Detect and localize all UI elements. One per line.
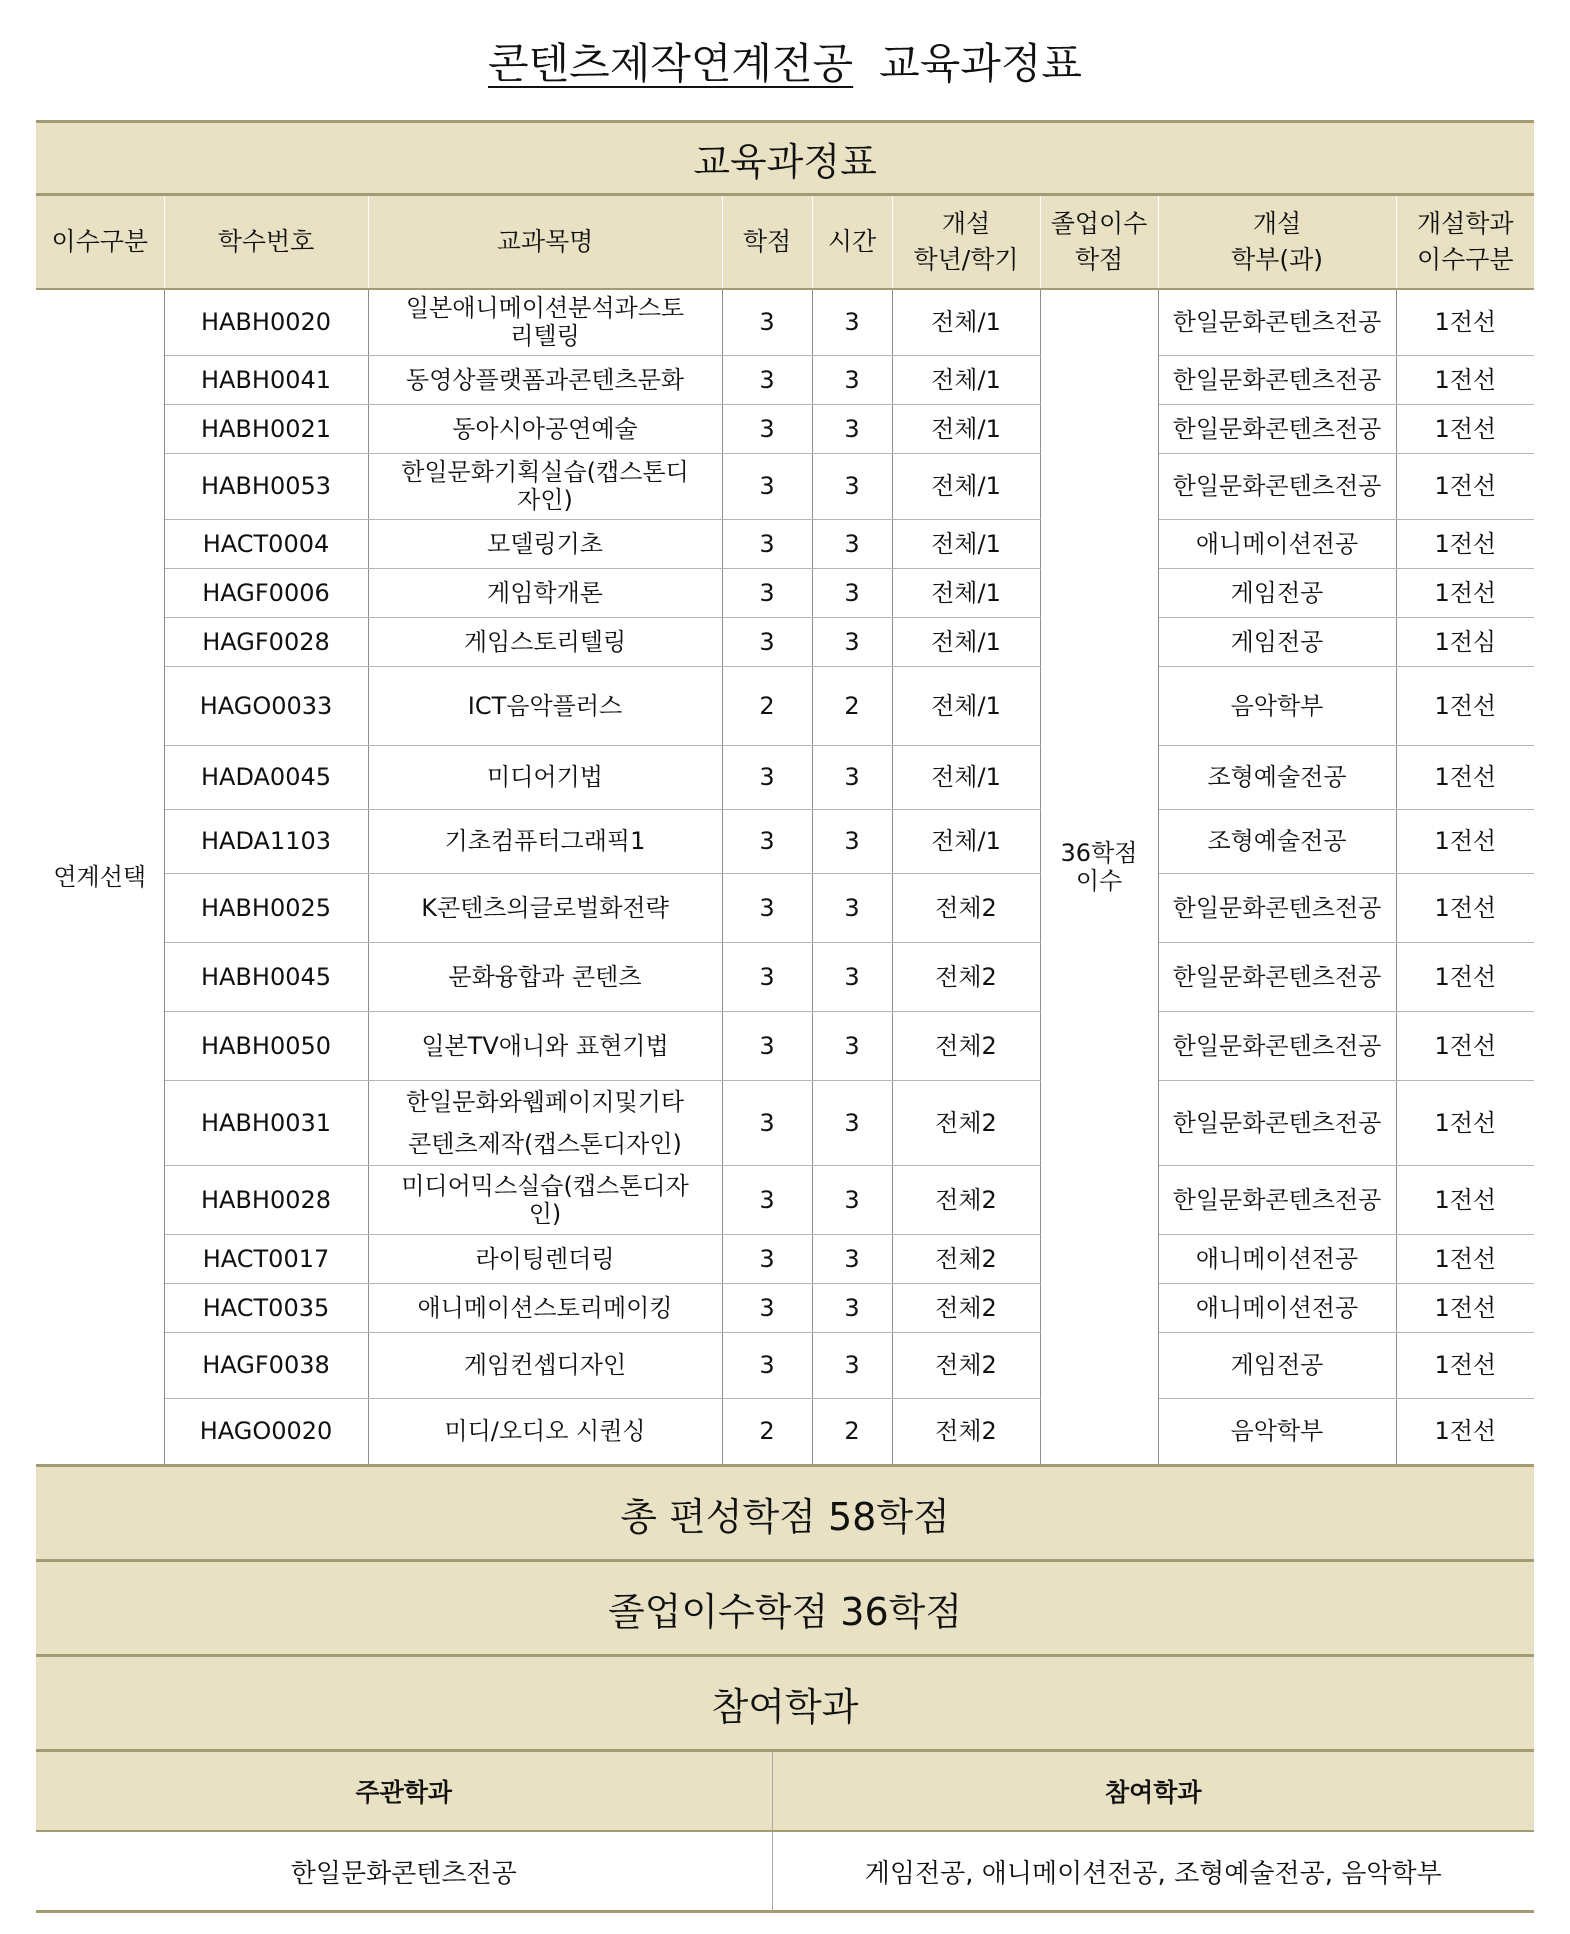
course-dept: 애니메이션전공 bbox=[1158, 1234, 1396, 1283]
page-title-sub: 교육과정표 bbox=[879, 39, 1083, 88]
course-type: 1전선 bbox=[1396, 404, 1534, 453]
course-hours: 3 bbox=[812, 355, 892, 404]
course-term: 전체/1 bbox=[892, 568, 1040, 617]
header-grad-credits: 졸업이수 학점 bbox=[1040, 195, 1158, 290]
course-type: 1전선 bbox=[1434, 1417, 1497, 1446]
course-term: 전체/1 bbox=[892, 666, 1040, 745]
course-name-line2: 리텔링 bbox=[510, 322, 580, 351]
host-dept-header: 주관학과 bbox=[36, 1752, 772, 1831]
course-name bbox=[368, 809, 722, 873]
course-hours: 3 bbox=[812, 942, 892, 1011]
curriculum-table bbox=[36, 120, 1534, 1464]
total-credits: 총 편성학점 58학점 bbox=[36, 1466, 1534, 1561]
curriculum-document bbox=[36, 120, 1534, 1913]
course-hours: 3 bbox=[812, 404, 892, 453]
header-course: 교과목명 bbox=[368, 195, 722, 290]
course-name-line1: 애니메이션스토리메이킹 bbox=[417, 1293, 673, 1322]
course-hours: 3 bbox=[812, 1283, 892, 1332]
course-credit: 3 bbox=[722, 1332, 812, 1398]
course-name-line1: 한일문화와웹페이지및기타 bbox=[405, 1087, 685, 1116]
course-code: HAGF0038 bbox=[164, 1332, 368, 1398]
table-row bbox=[36, 745, 1534, 809]
grad-credits-line1: 36학점 bbox=[1060, 839, 1138, 867]
course-term: 전체/1 bbox=[892, 404, 1040, 453]
course-name bbox=[368, 568, 722, 617]
course-credit: 3 bbox=[722, 453, 812, 519]
course-dept: 애니메이션전공 bbox=[1158, 519, 1396, 568]
course-term: 전체2 bbox=[892, 1080, 1040, 1165]
course-dept: 애니메이션전공 bbox=[1158, 1283, 1396, 1332]
table-row bbox=[36, 355, 1534, 404]
course-credit: 3 bbox=[722, 1234, 812, 1283]
table-row bbox=[36, 1332, 1534, 1398]
course-hours: 3 bbox=[812, 519, 892, 568]
course-name bbox=[368, 355, 722, 404]
course-name-line1: 미디/오디오 시퀀싱 bbox=[444, 1417, 646, 1446]
course-code: HABH0031 bbox=[164, 1080, 368, 1165]
course-name bbox=[368, 873, 722, 942]
course-code: HABH0050 bbox=[164, 1011, 368, 1080]
course-name-line1: 게임컨셉디자인 bbox=[463, 1351, 627, 1379]
table-row bbox=[36, 809, 1534, 873]
course-hours: 3 bbox=[812, 1332, 892, 1398]
course-credit: 3 bbox=[722, 809, 812, 873]
course-name bbox=[368, 1080, 722, 1165]
participation-table bbox=[36, 1752, 1534, 1913]
participating-title: 참여학과 bbox=[36, 1656, 1534, 1751]
grad-credits: 졸업이수학점 36학점 bbox=[36, 1561, 1534, 1656]
course-dept: 한일문화콘텐츠전공 bbox=[1158, 289, 1396, 355]
course-name bbox=[368, 1332, 722, 1398]
course-dept: 한일문화콘텐츠전공 bbox=[1158, 453, 1396, 519]
course-type: 1전선 bbox=[1396, 1011, 1534, 1080]
course-code: HADA1103 bbox=[164, 809, 368, 873]
header-dept: 개설 학부(과) bbox=[1158, 195, 1396, 290]
course-name-line2: 콘텐츠제작(캡스톤디자인) bbox=[408, 1129, 682, 1158]
course-name-line1: 게임스토리텔링 bbox=[463, 627, 627, 656]
course-hours: 3 bbox=[812, 289, 892, 355]
course-dept: 한일문화콘텐츠전공 bbox=[1158, 942, 1396, 1011]
course-term: 전체/1 bbox=[892, 519, 1040, 568]
table-row bbox=[36, 1165, 1534, 1234]
course-name-line1: 동영상플랫폼과콘텐츠문화 bbox=[405, 365, 685, 394]
course-code: HABH0045 bbox=[164, 942, 368, 1011]
course-name bbox=[368, 666, 722, 745]
course-credit: 3 bbox=[722, 355, 812, 404]
course-term: 전체2 bbox=[892, 942, 1040, 1011]
course-credit: 2 bbox=[722, 666, 812, 745]
course-hours: 3 bbox=[812, 809, 892, 873]
course-code: HABH0020 bbox=[164, 289, 368, 355]
course-name-line1: 기초컴퓨터그래픽1 bbox=[444, 827, 646, 855]
course-term: 전체2 bbox=[892, 873, 1040, 942]
course-type: 1전선 bbox=[1396, 453, 1534, 519]
course-type: 1전선 bbox=[1396, 942, 1534, 1011]
course-dept: 한일문화콘텐츠전공 bbox=[1158, 1011, 1396, 1080]
course-name bbox=[368, 1283, 722, 1332]
table-row bbox=[36, 1283, 1534, 1332]
course-rows bbox=[36, 289, 1534, 1464]
course-name-line1: 동아시아공연예술 bbox=[452, 414, 638, 443]
course-hours: 2 bbox=[812, 666, 892, 745]
course-name-line1: ICT음악플러스 bbox=[467, 691, 623, 720]
course-code: HABH0041 bbox=[164, 355, 368, 404]
course-credit: 3 bbox=[722, 289, 812, 355]
course-type: 1전선 bbox=[1396, 1283, 1534, 1332]
course-hours: 3 bbox=[812, 617, 892, 666]
course-term: 전체2 bbox=[892, 1234, 1040, 1283]
course-term: 전체/1 bbox=[892, 745, 1040, 809]
host-dept-value: 한일문화콘텐츠전공 bbox=[36, 1831, 772, 1912]
course-dept: 한일문화콘텐츠전공 bbox=[1158, 355, 1396, 404]
course-name bbox=[368, 1165, 722, 1234]
course-name-line1: 미디어기법 bbox=[487, 763, 603, 791]
course-name bbox=[368, 617, 722, 666]
header-code: 학수번호 bbox=[164, 195, 368, 290]
course-dept: 음악학부 bbox=[1158, 666, 1396, 745]
part-dept-value: 게임전공, 애니메이션전공, 조형예술전공, 음악학부 bbox=[772, 1831, 1534, 1912]
course-name-line2: 자인) bbox=[517, 486, 573, 514]
table-row bbox=[36, 1011, 1534, 1080]
course-name bbox=[368, 404, 722, 453]
page-title bbox=[0, 34, 1570, 94]
header-category: 이수구분 bbox=[36, 195, 164, 290]
course-name-line1: 라이팅렌더링 bbox=[475, 1244, 615, 1273]
table-header-row bbox=[36, 195, 1534, 290]
course-term: 전체/1 bbox=[892, 453, 1040, 519]
category-cell: 연계선택 bbox=[36, 289, 164, 1464]
header-credit: 학점 bbox=[722, 195, 812, 290]
course-credit: 2 bbox=[722, 1398, 812, 1464]
course-type: 1전선 bbox=[1396, 1080, 1534, 1165]
course-dept: 한일문화콘텐츠전공 bbox=[1158, 1165, 1396, 1234]
course-name-line1: 한일문화기획실습(캡스톤디 bbox=[401, 458, 689, 486]
course-credit: 3 bbox=[722, 1165, 812, 1234]
course-dept: 한일문화콘텐츠전공 bbox=[1158, 1080, 1396, 1165]
course-dept: 한일문화콘텐츠전공 bbox=[1158, 873, 1396, 942]
course-code: HAGF0028 bbox=[164, 617, 368, 666]
course-type: 1전선 bbox=[1396, 355, 1534, 404]
course-credit: 3 bbox=[722, 404, 812, 453]
table-row bbox=[36, 617, 1534, 666]
course-code: HACT0017 bbox=[164, 1234, 368, 1283]
course-hours: 3 bbox=[812, 453, 892, 519]
course-credit: 3 bbox=[722, 568, 812, 617]
course-credit: 3 bbox=[722, 942, 812, 1011]
course-credit: 3 bbox=[722, 1283, 812, 1332]
course-hours: 3 bbox=[812, 1165, 892, 1234]
course-credit: 3 bbox=[722, 617, 812, 666]
course-name bbox=[368, 745, 722, 809]
totals-table bbox=[36, 1464, 1534, 1752]
course-dept: 조형예술전공 bbox=[1158, 745, 1396, 809]
course-hours: 3 bbox=[812, 745, 892, 809]
table-row bbox=[36, 1234, 1534, 1283]
course-name-line1: 일본TV애니와 표현기법 bbox=[421, 1031, 669, 1060]
table-row bbox=[36, 1080, 1534, 1165]
course-type: 1전선 bbox=[1396, 873, 1534, 942]
course-type: 1전선 bbox=[1396, 289, 1534, 355]
course-term: 전체2 bbox=[892, 1011, 1040, 1080]
header-hours: 시간 bbox=[812, 195, 892, 290]
course-code: HABH0053 bbox=[164, 453, 368, 519]
course-dept: 게임전공 bbox=[1158, 568, 1396, 617]
course-term: 전체2 bbox=[892, 1332, 1040, 1398]
course-name-line1: 게임학개론 bbox=[487, 578, 603, 607]
table-row bbox=[36, 404, 1534, 453]
course-name-line1: 모델링기초 bbox=[487, 529, 603, 558]
table-row bbox=[36, 666, 1534, 745]
course-hours: 3 bbox=[812, 1234, 892, 1283]
course-dept: 게임전공 bbox=[1158, 617, 1396, 666]
course-term: 전체/1 bbox=[892, 289, 1040, 355]
table-row bbox=[36, 873, 1534, 942]
course-hours: 3 bbox=[812, 873, 892, 942]
course-hours: 3 bbox=[812, 1011, 892, 1080]
course-term: 전체/1 bbox=[892, 617, 1040, 666]
course-type: 1전선 bbox=[1396, 1234, 1534, 1283]
course-code: HAGO0020 bbox=[164, 1398, 368, 1464]
course-code: HACT0004 bbox=[164, 519, 368, 568]
course-credit: 3 bbox=[722, 519, 812, 568]
grad-credits-line2: 이수 bbox=[1075, 867, 1123, 895]
course-type: 1전선 bbox=[1396, 666, 1534, 745]
course-term: 전체/1 bbox=[892, 355, 1040, 404]
course-type: 1전선 bbox=[1396, 1332, 1534, 1398]
course-name bbox=[368, 289, 722, 355]
table-row bbox=[36, 942, 1534, 1011]
course-code: HAGO0033 bbox=[164, 666, 368, 745]
course-type: 1전선 bbox=[1396, 519, 1534, 568]
course-credit: 3 bbox=[722, 1080, 812, 1165]
part-dept-header: 참여학과 bbox=[772, 1752, 1534, 1831]
course-type: 1전선 bbox=[1396, 745, 1534, 809]
course-name bbox=[368, 942, 722, 1011]
course-credit: 3 bbox=[722, 745, 812, 809]
header-open-term: 개설 학년/학기 bbox=[892, 195, 1040, 290]
course-type: 1전심 bbox=[1396, 617, 1534, 666]
course-term: 전체/1 bbox=[892, 809, 1040, 873]
course-dept: 음악학부 bbox=[1158, 1398, 1396, 1464]
course-code: HAGF0006 bbox=[164, 568, 368, 617]
header-type: 개설학과 이수구분 bbox=[1396, 195, 1534, 290]
course-credit: 3 bbox=[722, 1011, 812, 1080]
course-code: HACT0035 bbox=[164, 1283, 368, 1332]
course-credit: 3 bbox=[722, 873, 812, 942]
table-row bbox=[36, 568, 1534, 617]
course-name bbox=[368, 453, 722, 519]
page-title-main: 콘텐츠제작연계전공 bbox=[487, 39, 854, 88]
course-name bbox=[368, 1398, 722, 1464]
course-term: 전체2 bbox=[892, 1283, 1040, 1332]
course-dept: 조형예술전공 bbox=[1158, 809, 1396, 873]
course-name bbox=[368, 1011, 722, 1080]
table-title: 교육과정표 bbox=[36, 122, 1534, 195]
table-row bbox=[36, 1398, 1534, 1464]
course-term: 전체2 bbox=[892, 1398, 1040, 1464]
course-type: 1전선 bbox=[1396, 1165, 1534, 1234]
course-name bbox=[368, 519, 722, 568]
course-dept: 게임전공 bbox=[1158, 1332, 1396, 1398]
course-code: HABH0025 bbox=[164, 873, 368, 942]
course-term: 전체2 bbox=[892, 1165, 1040, 1234]
course-name-line1: 미디어믹스실습(캡스톤디자 bbox=[401, 1171, 689, 1200]
course-type: 1전선 bbox=[1396, 809, 1534, 873]
course-hours: 3 bbox=[812, 568, 892, 617]
grad-credits-cell bbox=[1040, 289, 1158, 1464]
table-row bbox=[36, 519, 1534, 568]
course-hours: 2 bbox=[812, 1398, 892, 1464]
course-name-line2: 인) bbox=[528, 1199, 562, 1228]
course-code: HABH0028 bbox=[164, 1165, 368, 1234]
course-name-line1: 문화융합과 콘텐츠 bbox=[448, 962, 642, 991]
course-code: HABH0021 bbox=[164, 404, 368, 453]
table-row bbox=[36, 453, 1534, 519]
course-hours: 3 bbox=[812, 1080, 892, 1165]
course-dept: 한일문화콘텐츠전공 bbox=[1158, 404, 1396, 453]
course-name-line1: K콘텐츠의글로벌화전략 bbox=[421, 893, 669, 922]
table-row bbox=[36, 289, 1534, 355]
course-type: 1전선 bbox=[1396, 568, 1534, 617]
course-name-line1: 일본애니메이션분석과스토 bbox=[405, 294, 685, 323]
course-name bbox=[368, 1234, 722, 1283]
course-code: HADA0045 bbox=[164, 745, 368, 809]
